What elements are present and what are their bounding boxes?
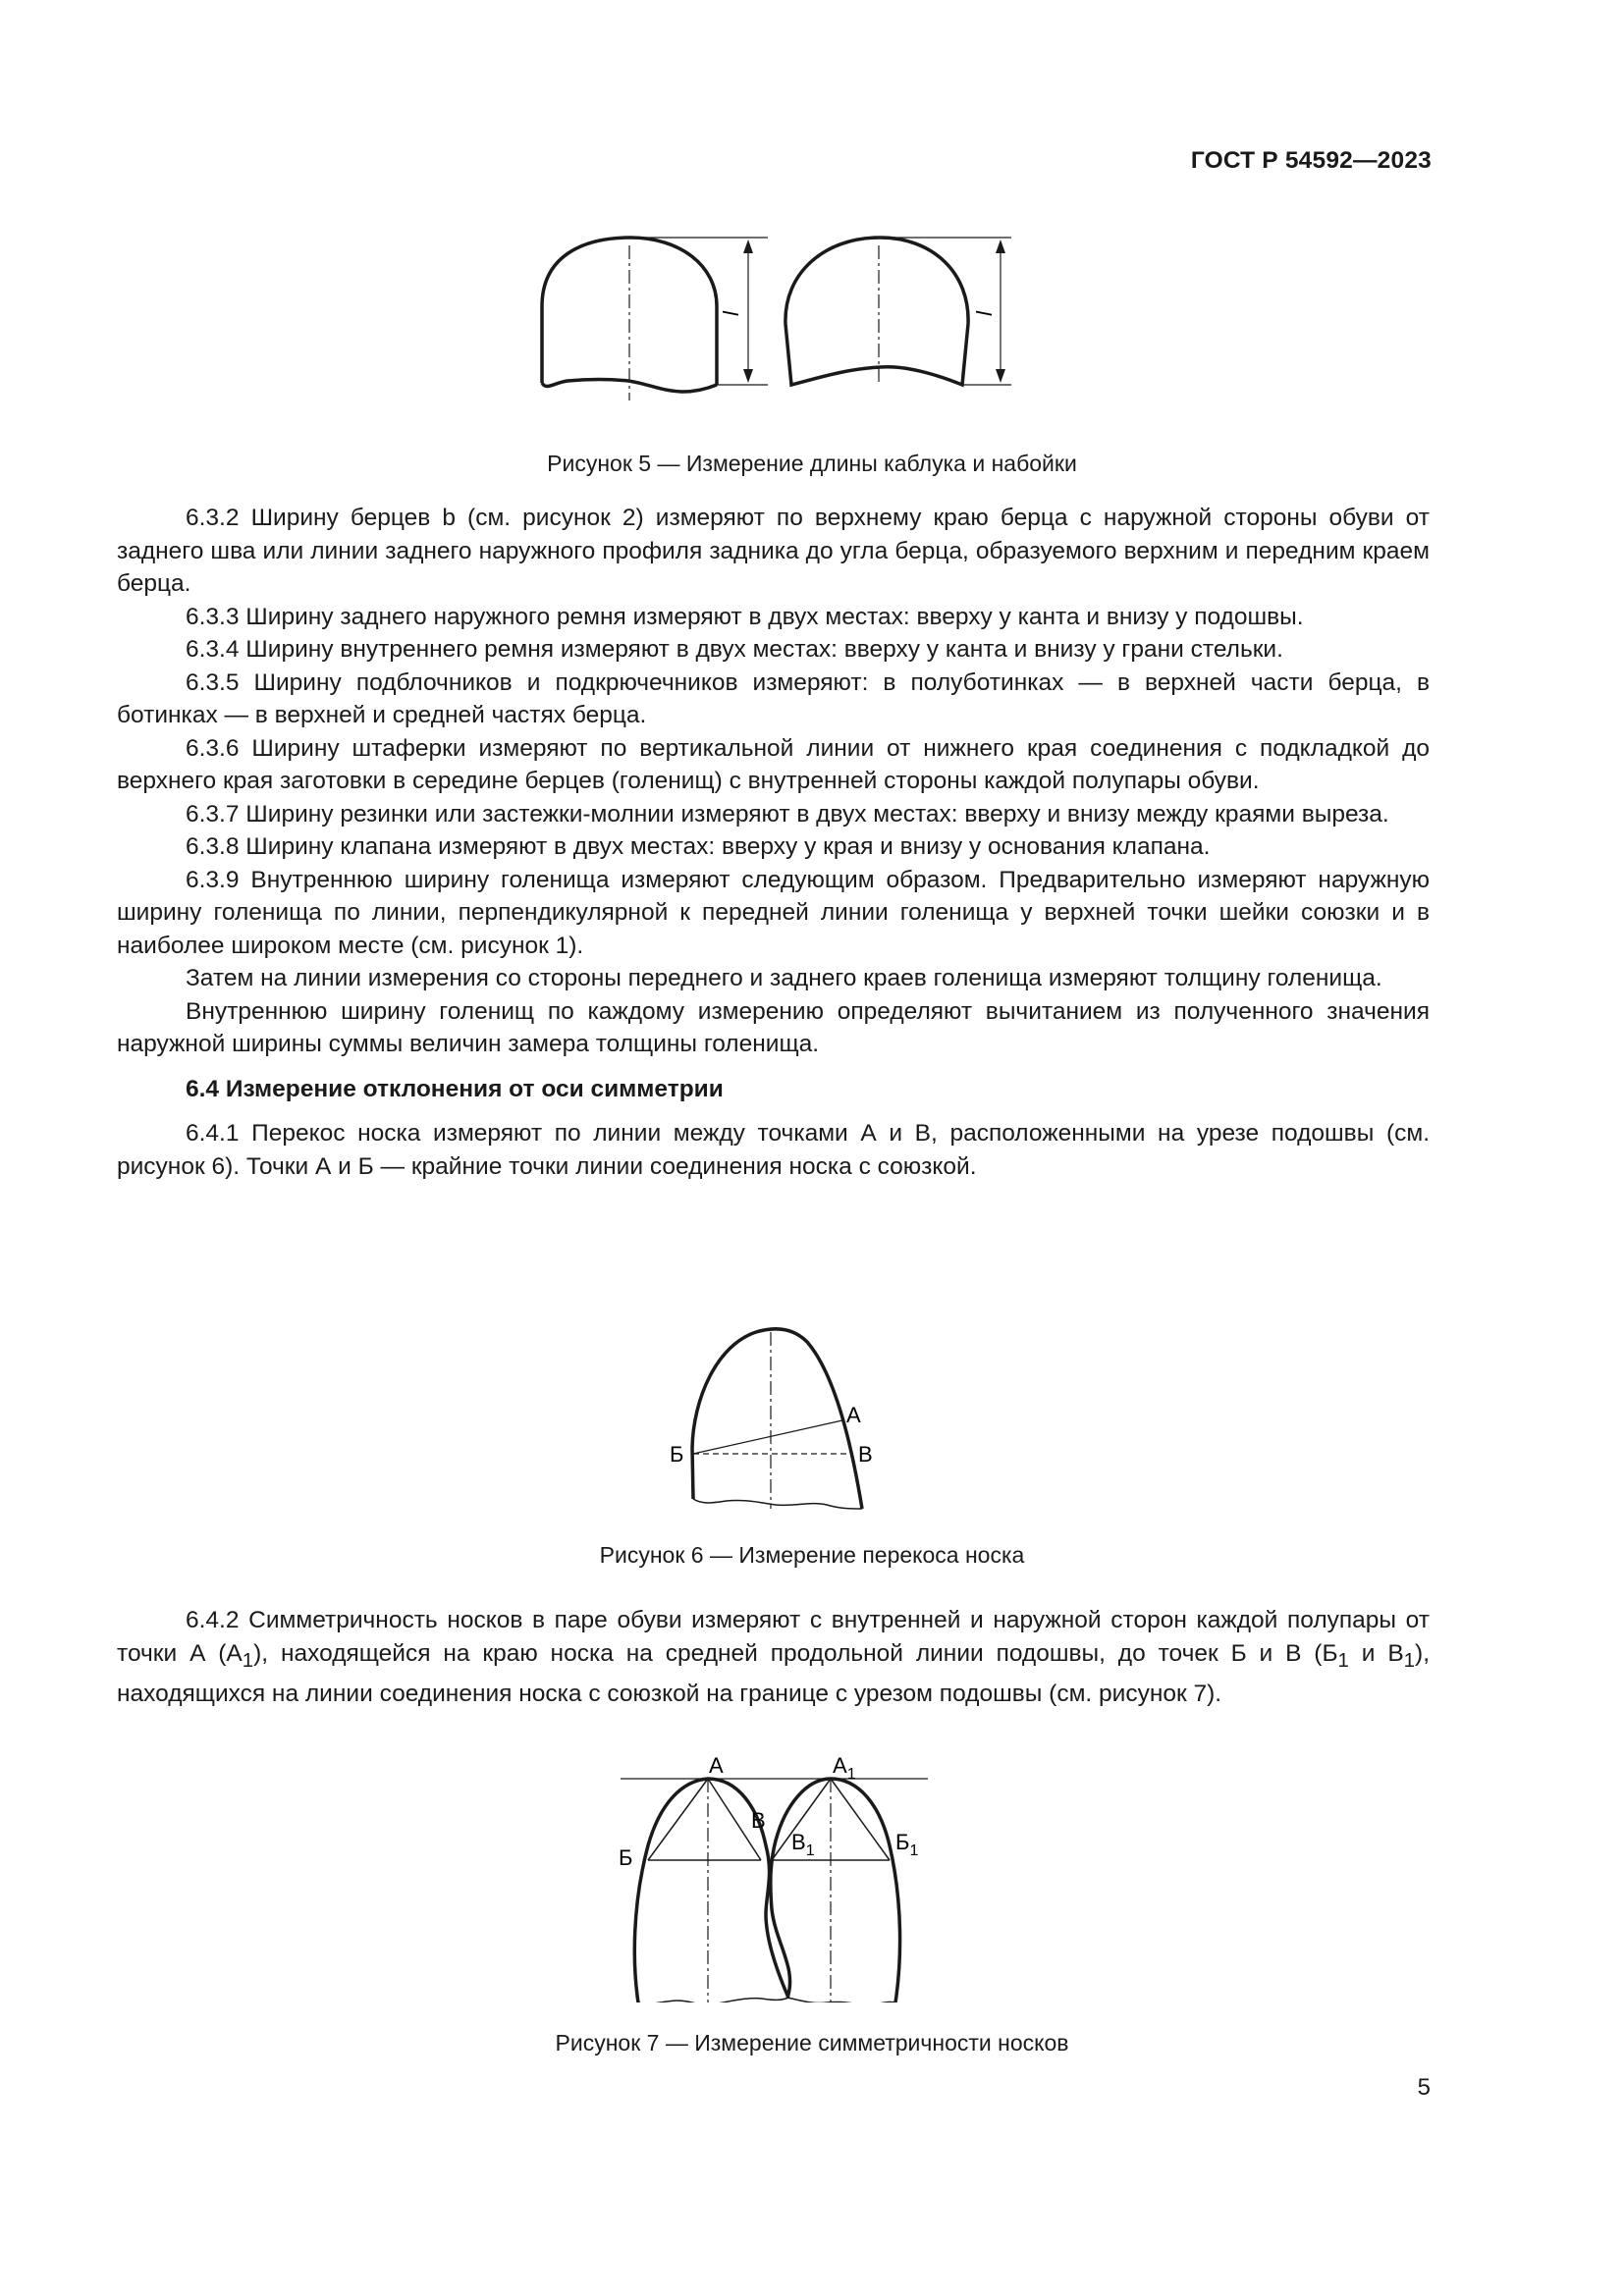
figure-6-caption: Рисунок 6 — Измерение перекоса носка <box>599 1542 1025 1568</box>
page-number: 5 <box>1417 2074 1431 2101</box>
p642-text: 6.4.2 Симметричность носков в паре обуви измеряют с внутренней и наружной сторон каждой полупары от точки А (А <box>117 1607 1430 1667</box>
section-6-4-heading: 6.4 Измерение отклонения от оси симметрии <box>186 1075 724 1102</box>
dimension-label-l: l <box>719 311 743 316</box>
p642-text: и В <box>1348 1639 1404 1667</box>
right-toe-outline <box>771 1779 900 2002</box>
paragraph-6-3-5: 6.3.5 Ширину подблочников и подкрючечников измеряют: в полуботинках — в верхней части берца, в ботинках — в верхней и средней частях берца. <box>117 668 1430 728</box>
standard-header: ГОСТ Р 54592—2023 <box>1190 147 1432 174</box>
point-label-v: В <box>751 1808 766 1833</box>
point-label-b1: $Б_1$ <box>895 1830 919 1859</box>
figure-5-caption: Рисунок 5 — Измерение длины каблука и набойки <box>547 451 1077 476</box>
subscript: 1 <box>1337 1649 1349 1672</box>
point-label-a1: $А_1$ <box>833 1753 856 1783</box>
point-label-b: Б <box>619 1845 633 1870</box>
subscript: 1 <box>242 1649 254 1672</box>
toe-outline <box>692 1329 862 1509</box>
paragraph-6-3-7: 6.3.7 Ширину резинки или застежки-молнии измеряют в двух местах: вверху и внизу между краями выреза. <box>186 800 1389 828</box>
subscript: 1 <box>1403 1649 1416 1672</box>
figure-7-caption: Рисунок 7 — Измерение симметричности носков <box>555 2030 1069 2056</box>
point-label-a: А <box>846 1403 861 1427</box>
dimension-label-l: l <box>972 311 997 316</box>
paragraph-6-3-2: 6.3.2 Ширину берцев b (см. рисунок 2) измеряют по верхнему краю берца с наружной стороны обуви от заднего шва или линии заднего наружного профиля задника до угла берца, образуемого верхним и передним краем берца. <box>117 505 1430 597</box>
point-label-v1: $В_1$ <box>791 1830 815 1859</box>
paragraph-thickness: Затем на линии измерения со стороны переднего и заднего краев голенища измеряют толщину голенища. <box>186 965 1382 991</box>
paragraph-inner-width: Внутреннюю ширину голенищ по каждому измерению определяют вычитанием из полученного значения наружной ширины суммы величин замера толщины голенища. <box>117 997 1430 1057</box>
figure-7-toe-symmetry <box>0 1747 1624 2002</box>
paragraph-6-3-8: 6.3.8 Ширину клапана измеряют в двух местах: вверху у края и внизу у основания клапана. <box>186 833 1211 860</box>
paragraph-6-3-4: 6.3.4 Ширину внутреннего ремня измеряют в двух местах: вверху у канта и внизу у грани стельки. <box>186 636 1283 663</box>
paragraph-6-3-6: 6.3.6 Ширину штаферки измеряют по вертикальной линии от нижнего края соединения с подкладкой до верхнего края заготовки в середине берцев (голенищ) с внутренней стороны каждой полупары обуви. <box>117 734 1430 794</box>
paragraph-6-3-9: 6.3.9 Внутреннюю ширину голенища измеряют следующим образом. Предварительно измеряют наружную ширину голенища по линии, перпендикулярной к передней линии голенища у верхней точки шейки союзки и в наиболее широком месте (см. рисунок 1). <box>117 866 1430 959</box>
p642-text: ), находящихся на линии соединения носка с союзкой на границе с урезом подошвы (см. рисунок 7). <box>117 1639 1430 1707</box>
point-label-b: Б <box>670 1442 684 1467</box>
paragraph-6-4-1: 6.4.1 Перекос носка измеряют по линии между точками А и В, расположенными на урезе подошвы (см. рисунок 6). Точки А и Б — крайние точки линии соединения носка с союзкой. <box>117 1120 1430 1180</box>
toe-cut-line <box>693 1499 862 1509</box>
paragraph-6-3-3: 6.3.3 Ширину заднего наружного ремня измеряют в двух местах: вверху у канта и внизу у подошвы. <box>186 603 1304 630</box>
p642-text: ), находящейся на краю носка на средней продольной линии подошвы, до точек Б и В (Б <box>253 1639 1338 1667</box>
point-label-a: А <box>709 1753 724 1778</box>
paragraph-6-4-2 <box>117 1604 1430 1710</box>
figure-6-toe-skew <box>0 1320 1624 1517</box>
point-label-v: В <box>858 1442 873 1467</box>
heel-top-piece-outline <box>785 238 968 385</box>
section-6-3-body <box>117 502 1430 1183</box>
